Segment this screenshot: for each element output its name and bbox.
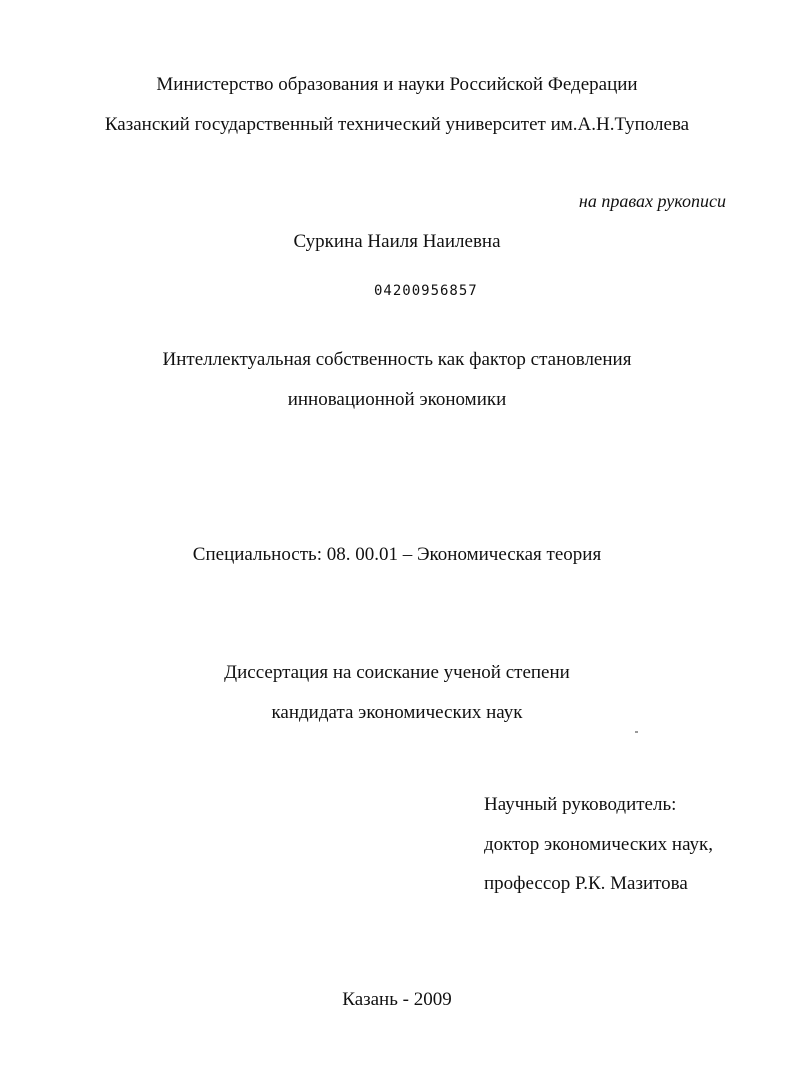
specialty-line: Специальность: 08. 00.01 – Экономическая теория [192, 544, 602, 565]
supervisor-name: профессор Р.К. Мазитова [484, 873, 688, 894]
ministry-heading: Министерство образования и науки Российской Федерации [156, 74, 638, 95]
manuscript-note: на правах рукописи [578, 191, 726, 211]
supervisor-degree: доктор экономических наук, [484, 834, 714, 855]
scan-speck [635, 731, 638, 733]
degree-line-2: кандидата экономических наук [271, 702, 523, 723]
author-name: Суркина Наиля Наилевна [293, 231, 501, 252]
dissertation-title-line-1: Интеллектуальная собственность как фактор становления [162, 349, 632, 370]
supervisor-label: Научный руководитель: [484, 794, 677, 815]
university-heading: Казанский государственный технический университет им.А.Н.Туполева [104, 114, 690, 135]
dissertation-title-line-2: инновационной экономики [287, 389, 507, 410]
registration-code: 04200956857 [374, 283, 478, 299]
degree-line-1: Диссертация на соискание ученой степени [224, 662, 570, 683]
city-year: Казань - 2009 [342, 989, 452, 1010]
